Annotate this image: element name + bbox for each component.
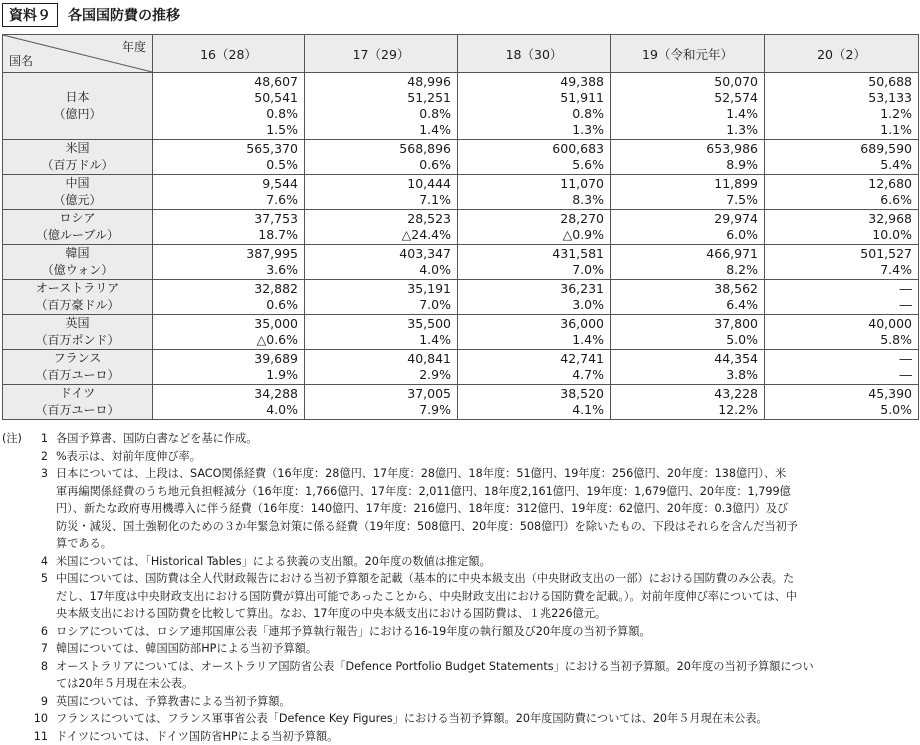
country-cell [3,315,153,350]
country-name: フランス [3,350,152,367]
value-line: 7.0% [462,262,604,278]
note-text: ドイツについては、ドイツ国防省HPによる当初予算額。 [56,728,918,745]
value-cell [611,315,765,350]
notes-label [2,553,26,571]
country-name: 中国 [3,175,152,192]
value-line: △24.4% [309,227,451,243]
country-name: オーストラリア [3,280,152,297]
budget-value: ― [769,351,912,367]
value-cell [458,175,611,210]
budget-value: 50,688 [769,74,912,90]
budget-value: 653,986 [615,141,758,157]
table-row [3,350,919,385]
value-line: 1.4% [615,106,758,122]
value-line: 1.4% [309,332,451,348]
budget-value: 10,444 [309,176,451,192]
note-line [2,588,918,606]
currency-unit: （百万ドル） [3,157,152,174]
column-header: 16（28） [153,35,305,73]
value-cell [458,140,611,175]
budget-value: 12,680 [769,176,912,192]
country-cell [3,140,153,175]
note-number: 9 [26,693,56,711]
note-number [26,588,56,606]
budget-value: 37,753 [157,211,298,227]
budget-value: 38,520 [462,386,604,402]
table-row [3,210,919,245]
value-cell [153,175,305,210]
value-line: 7.1% [309,192,451,208]
note-line [2,693,918,711]
note-text: 日本については、上段は、SACO関係経費（16年度：28億円、17年度：28億円、18年度：51億円、19年度：256億円、20年度：138億円）、米 [56,465,918,483]
note-text: ては20年５月現在未公表。 [56,675,918,693]
corner-year-label: 年度 [122,38,146,55]
note-text: 円）、新たな政府専用機導入に伴う経費（16年度：140億円、17年度：216億円、18年度：312億円、19年度：62億円、20年度：0.3億円）及び [56,500,918,518]
value-cell [765,385,919,420]
value-cell [765,280,919,315]
value-line: 3.6% [157,262,298,278]
value-cell [305,385,458,420]
budget-value: 36,000 [462,316,604,332]
currency-unit: （百万ユーロ） [3,367,152,384]
budget-value: 37,800 [615,316,758,332]
value-cell [305,350,458,385]
note-text: オーストラリアについては、オーストラリア国防省公表「Defence Portfolio Budget Statements」における当初予算額。20年度の当初予算額につい [56,658,918,676]
value-cell [458,315,611,350]
value-cell [611,210,765,245]
country-cell [3,175,153,210]
note-number: 2 [26,448,56,466]
value-line: △0.6% [157,332,298,348]
note-text: 中国については、国防費は全人代財政報告における当初予算額を記載（基本的に中央本級支出（中央財政支出の一部）における国防費のみ公表。た [56,570,918,588]
value-cell [765,175,919,210]
country-cell [3,280,153,315]
notes-label [2,465,26,483]
budget-value: 50,070 [615,74,758,90]
value-cell [765,140,919,175]
budget-value: 565,370 [157,141,298,157]
value-line: 18.7% [157,227,298,243]
note-number [26,500,56,518]
value-line: 0.6% [309,157,451,173]
note-text: 英国については、予算教書による当初予算額。 [56,693,918,711]
table-header-row [3,35,919,73]
note-text: ロシアについては、ロシア連邦国庫公表「連邦予算執行報告」における16-19年度の執行額及び20年度の当初予算額。 [56,623,918,641]
value-line: 8.9% [615,157,758,173]
column-header: 18（30） [458,35,611,73]
currency-unit: （億ウォン） [3,262,152,279]
value-cell [611,245,765,280]
budget-value: 49,388 [462,74,604,90]
note-line [2,640,918,658]
note-line [2,553,918,571]
value-line: 53,133 [769,90,912,106]
country-name: ドイツ [3,385,152,402]
budget-value: 43,228 [615,386,758,402]
budget-value: 11,070 [462,176,604,192]
value-cell [153,140,305,175]
note-line [2,658,918,676]
note-line [2,675,918,693]
note-number [26,605,56,623]
note-number [26,675,56,693]
budget-value: 689,590 [769,141,912,157]
value-cell [153,350,305,385]
budget-value: 36,231 [462,281,604,297]
budget-value: 40,841 [309,351,451,367]
currency-unit: （億ルーブル） [3,227,152,244]
note-line [2,448,918,466]
note-number [26,535,56,553]
value-cell [153,315,305,350]
currency-unit: （百万ポンド） [3,332,152,349]
budget-value: 32,968 [769,211,912,227]
budget-value: 37,005 [309,386,451,402]
note-line [2,605,918,623]
table-row [3,73,919,140]
value-cell [458,210,611,245]
value-line: 1.1% [769,122,912,138]
budget-value: 35,000 [157,316,298,332]
page-title: 各国国防費の推移 [68,5,180,25]
value-line: 51,251 [309,90,451,106]
value-cell [305,73,458,140]
budget-value: ― [769,281,912,297]
budget-value: 501,527 [769,246,912,262]
value-cell [611,280,765,315]
corner-country-label: 国名 [9,52,33,69]
country-name: ロシア [3,210,152,227]
note-number: 7 [26,640,56,658]
value-cell [305,315,458,350]
note-number [26,518,56,536]
table-row [3,385,919,420]
notes-label [2,728,26,745]
note-text: 韓国については、韓国国防部HPによる当初予算額。 [56,640,918,658]
note-number: 10 [26,710,56,728]
budget-value: 11,899 [615,176,758,192]
currency-unit: （億元） [3,192,152,209]
value-line: 5.4% [769,157,912,173]
value-line: 6.6% [769,192,912,208]
value-line: 6.0% [615,227,758,243]
budget-value: 28,523 [309,211,451,227]
budget-value: 568,896 [309,141,451,157]
note-text: %表示は、対前年度伸び率。 [56,448,918,466]
value-line: 12.2% [615,402,758,418]
value-cell [305,175,458,210]
note-text: 各国予算書、国防白書などを基に作成。 [56,430,918,448]
note-number: 11 [26,728,56,745]
value-line: 0.5% [157,157,298,173]
notes-label [2,693,26,711]
value-line: 1.3% [462,122,604,138]
note-number: 8 [26,658,56,676]
notes-label [2,623,26,641]
value-line: 5.8% [769,332,912,348]
country-name: 英国 [3,315,152,332]
note-number: 4 [26,553,56,571]
note-line [2,623,918,641]
value-line: 8.2% [615,262,758,278]
note-text: 算である。 [56,535,918,553]
value-cell [305,210,458,245]
value-cell [765,245,919,280]
budget-value: 42,741 [462,351,604,367]
note-number [26,483,56,501]
budget-value: 48,607 [157,74,298,90]
value-line: 3.0% [462,297,604,313]
value-cell [305,280,458,315]
value-cell [153,385,305,420]
value-line: 51,911 [462,90,604,106]
value-line: 5.6% [462,157,604,173]
value-cell [305,140,458,175]
value-line: 3.8% [615,367,758,383]
budget-value: 38,562 [615,281,758,297]
budget-value: 48,996 [309,74,451,90]
value-line: 5.0% [769,402,912,418]
value-cell [611,140,765,175]
value-cell [611,73,765,140]
notes-label [2,518,26,536]
value-line: 50,541 [157,90,298,106]
value-line: ― [769,367,912,383]
note-number: 3 [26,465,56,483]
budget-value: 39,689 [157,351,298,367]
value-line: 1.3% [615,122,758,138]
note-line [2,430,918,448]
notes-label [2,570,26,588]
document-header [2,2,180,28]
notes-label [2,640,26,658]
note-text: 軍再編関係経費のうち地元負担軽減分（16年度：1,766億円、17年度：2,011億円、18年度2,161億円、19年度：1,679億円、20年度：1,799億 [56,483,918,501]
notes-label [2,658,26,676]
note-line [2,710,918,728]
value-cell [765,73,919,140]
country-name: 米国 [3,140,152,157]
budget-value: 44,354 [615,351,758,367]
notes-label [2,483,26,501]
value-cell [458,73,611,140]
notes-label [2,605,26,623]
value-line: 7.0% [309,297,451,313]
value-line: 0.8% [309,106,451,122]
notes-label [2,535,26,553]
note-text: フランスについては、フランス軍事省公表「Defence Key Figures」における当初予算額。20年度国防費については、20年５月現在未公表。 [56,710,918,728]
value-line: 7.4% [769,262,912,278]
value-line: 52,574 [615,90,758,106]
country-cell [3,210,153,245]
budget-value: 387,995 [157,246,298,262]
currency-unit: （億円） [3,106,152,123]
note-line [2,518,918,536]
value-line: 4.0% [157,402,298,418]
note-text: だし、17年度は中央財政支出における国防費が算出可能であったことから、中央財政支出における国防費を記載。）。対前年度伸び率については、中 [56,588,918,606]
value-cell [765,210,919,245]
note-number: 5 [26,570,56,588]
column-header: 17（29） [305,35,458,73]
note-text: 防災・減災、国土強靭化のための３か年緊急対策に係る経費（19年度：508億円、20年度：508億円）を除いたもの、下段はそれらを含んだ当初予 [56,518,918,536]
value-line: 4.0% [309,262,451,278]
value-line: 0.8% [157,106,298,122]
table-row [3,280,919,315]
value-line: 1.9% [157,367,298,383]
table-row [3,140,919,175]
notes-label [2,588,26,606]
value-cell [611,350,765,385]
note-line [2,483,918,501]
value-line: 1.4% [462,332,604,348]
value-cell [458,350,611,385]
budget-value: 9,544 [157,176,298,192]
value-cell [458,385,611,420]
value-line: 7.5% [615,192,758,208]
value-line: 1.4% [309,122,451,138]
country-name: 日本 [3,89,152,106]
table-body [3,73,919,420]
value-line: 7.6% [157,192,298,208]
value-cell [305,245,458,280]
value-line: 4.1% [462,402,604,418]
value-cell [153,245,305,280]
country-cell [3,73,153,140]
notes-label [2,448,26,466]
table-row [3,315,919,350]
notes-label [2,710,26,728]
value-cell [765,350,919,385]
country-cell [3,350,153,385]
budget-value: 45,390 [769,386,912,402]
material-number-badge: 資料９ [2,3,58,27]
note-line [2,570,918,588]
value-line: 5.0% [615,332,758,348]
value-line: 7.9% [309,402,451,418]
notes-label: (注) [2,430,26,448]
notes-label [2,500,26,518]
note-text: 央本級支出における国防費を比較して算出。なお、17年度の中央本級支出における国防費は、１兆226億元。 [56,605,918,623]
value-line: 2.9% [309,367,451,383]
budget-value: 466,971 [615,246,758,262]
country-cell [3,245,153,280]
table-row [3,175,919,210]
note-text: 米国については、「Historical Tables」による狭義の支出額。20年度の数値は推定額。 [56,553,918,571]
budget-value: 40,000 [769,316,912,332]
note-line [2,728,918,745]
budget-value: 28,270 [462,211,604,227]
value-cell [611,175,765,210]
value-cell [765,315,919,350]
corner-header-cell [3,35,153,73]
value-line: 4.7% [462,367,604,383]
note-line [2,535,918,553]
value-line: 0.6% [157,297,298,313]
value-cell [153,73,305,140]
notes-label [2,675,26,693]
note-number: 1 [26,430,56,448]
budget-value: 29,974 [615,211,758,227]
note-number: 6 [26,623,56,641]
defense-spending-table [2,34,919,420]
value-cell [153,280,305,315]
budget-value: 403,347 [309,246,451,262]
table-row [3,245,919,280]
value-line: 10.0% [769,227,912,243]
value-cell [458,245,611,280]
value-line: 6.4% [615,297,758,313]
budget-value: 34,288 [157,386,298,402]
notes-section [2,430,918,745]
value-line: 0.8% [462,106,604,122]
budget-value: 35,191 [309,281,451,297]
note-line [2,500,918,518]
value-line: △0.9% [462,227,604,243]
value-line: 8.3% [462,192,604,208]
budget-value: 32,882 [157,281,298,297]
value-line: 1.5% [157,122,298,138]
country-name: 韓国 [3,245,152,262]
currency-unit: （百万豪ドル） [3,297,152,314]
column-header: 20（2） [765,35,919,73]
value-cell [458,280,611,315]
value-cell [153,210,305,245]
budget-value: 35,500 [309,316,451,332]
value-line: ― [769,297,912,313]
country-cell [3,385,153,420]
value-line: 1.2% [769,106,912,122]
budget-value: 431,581 [462,246,604,262]
note-line [2,465,918,483]
currency-unit: （百万ユーロ） [3,402,152,419]
column-header: 19（令和元年） [611,35,765,73]
budget-value: 600,683 [462,141,604,157]
value-cell [611,385,765,420]
